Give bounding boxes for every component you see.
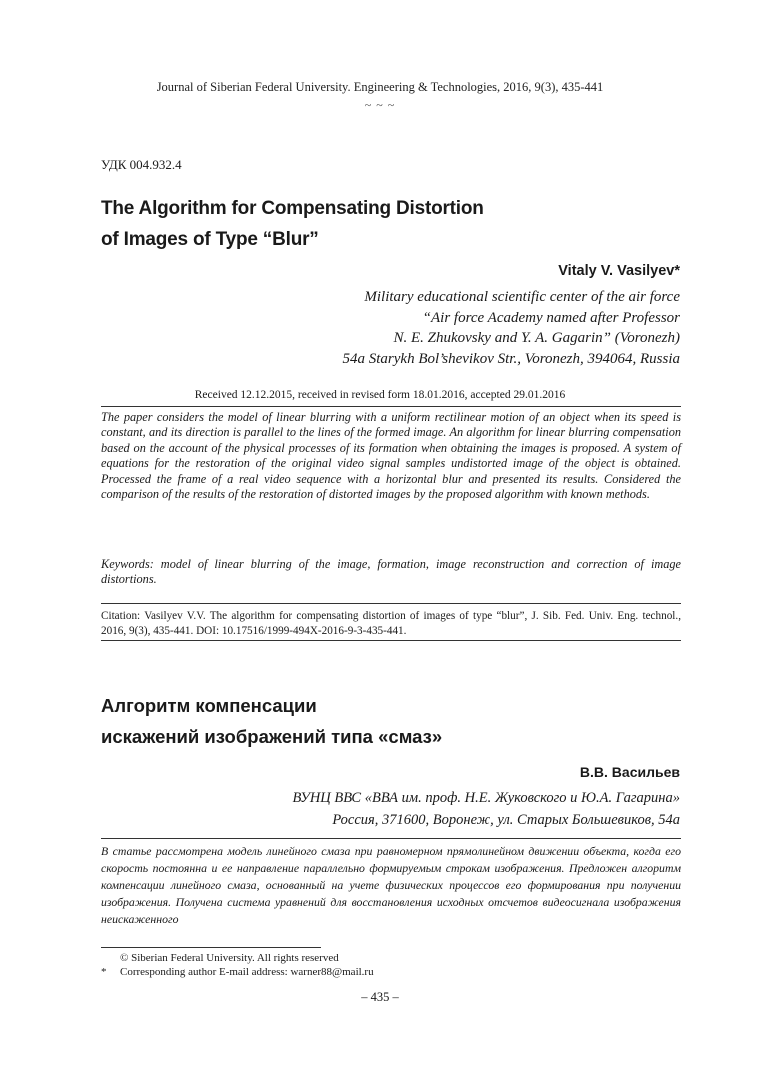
journal-header: Journal of Siberian Federal University. Engineering & Technologies, 2016, 9(3), 435-441: [156, 80, 604, 94]
copyright-footnote: © Siberian Federal University. All rights reserved: [120, 952, 339, 964]
divider: [101, 640, 681, 641]
english-title-line: of Images of Type “Blur”: [101, 229, 319, 250]
page-number: – 435 –: [361, 990, 399, 1004]
russian-title: [101, 690, 661, 752]
english-keywords: Keywords: model of linear blurring of the image, formation, image reconstruction and correction of image distortions.: [101, 557, 681, 587]
english-affiliation: [343, 287, 680, 369]
english-abstract: The paper considers the model of linear blurring with a uniform rectilinear motion of an object when its speed is constant, and its direction is parallel to the lines of the formed image. An algorithm for linear blurring compensation based on the account of the physical processes of its formation when obtaining the images is proposed. A system of equations for the restoration of the original video signal samples undistorted image of the object is obtained. Processed the frame of a real video sequence with a horizontal blur and presented its results. Considered the comparison of the results of the restoration of distorted images by the proposed algorithm with known methods.: [101, 410, 681, 502]
citation: Citation: Vasilyev V.V. The algorithm for compensating distortion of images of type “blur”, J. Sib. Fed. Univ. Eng. technol., 2016, 9(3), 435-441. DOI: 10.17516/1999-494X-2016-9-3-435-441.: [101, 610, 681, 637]
divider: [101, 838, 681, 839]
russian-affiliation: [292, 787, 680, 831]
english-author: Vitaly V. Vasilyev*: [558, 263, 680, 279]
english-title: [101, 193, 661, 255]
footnote-rule: [101, 947, 321, 948]
affiliation-line: 54a Starykh Bol’shevikov Str., Voronezh, 394064, Russia: [342, 350, 680, 367]
affiliation-line: “Air force Academy named after Professor: [422, 309, 680, 326]
affiliation-line: ВУНЦ ВВС «ВВА им. проф. Н.Е. Жуковского и Ю.А. Гагарина»: [292, 790, 680, 806]
header-separator: ~ ~ ~: [364, 98, 396, 112]
affiliation-line: Россия, 371600, Воронеж, ул. Старых Большевиков, 54а: [332, 812, 680, 828]
udk-code: УДК 004.932.4: [101, 157, 182, 172]
corresponding-author-footnote: Corresponding author E-mail address: warner88@mail.ru: [120, 966, 374, 978]
affiliation-line: N. E. Zhukovsky and Y. A. Gagarin” (Voronezh): [393, 330, 680, 346]
russian-author: В.В. Васильев: [579, 764, 680, 780]
russian-title-line: искажений изображений типа «смаз»: [101, 726, 443, 747]
divider: [101, 603, 681, 604]
footnote-star: *: [101, 966, 107, 978]
affiliation-line: Military educational scientific center of the air force: [364, 289, 680, 305]
divider: [101, 406, 681, 407]
russian-title-line: Алгоритм компенсации: [101, 695, 317, 716]
russian-abstract: В статье рассмотрена модель линейного смаза при равномерном прямолинейном движении объекта, когда его скорость постоянна и ее направление параллельно формируемым строкам изображения. Предложен алгоритм компенсации линейного смаза, основанный на учете физических процессов его формирования при получении изображения. Получена система уравнений для восстановления исходных отсчетов видеосигнала изображения неискаженного: [101, 844, 681, 926]
received-dates: Received 12.12.2015, received in revised form 18.01.2016, accepted 29.01.2016: [194, 389, 566, 401]
english-title-line: The Algorithm for Compensating Distortion: [101, 198, 484, 219]
